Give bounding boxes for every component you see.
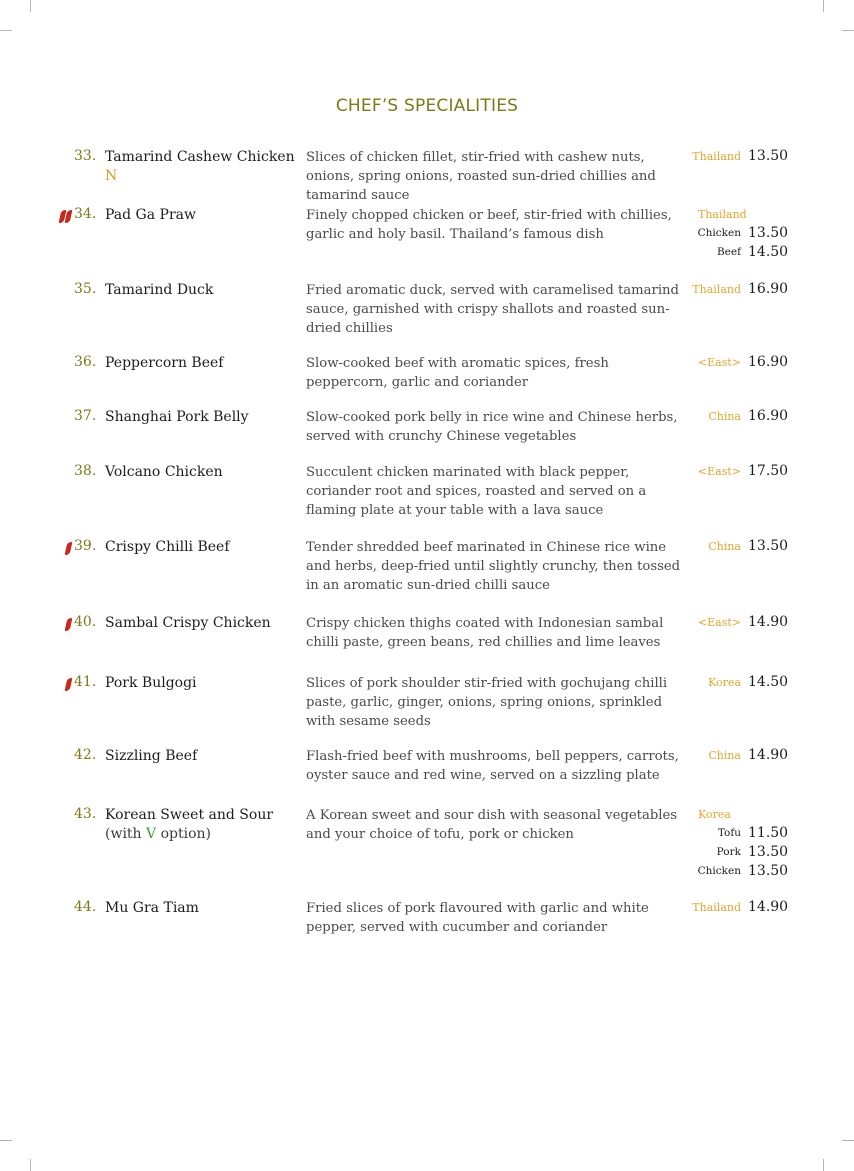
item-name	[105, 148, 300, 186]
item-name	[105, 674, 300, 693]
option-price: 13.50	[748, 863, 789, 879]
item-origin: Korea	[698, 808, 731, 821]
item-name	[105, 408, 300, 427]
item-number: 36.	[74, 354, 97, 370]
item-name	[105, 463, 300, 482]
option-price: 11.50	[748, 825, 789, 841]
option-label: Pork	[716, 846, 741, 858]
item-origin: China	[708, 540, 741, 553]
item-price: 17.50	[748, 463, 789, 479]
item-description: Finely chopped chicken or beef, stir-fried with chillies, garlic and holy basil. Thailand’s famous dish	[306, 208, 672, 242]
item-name-text: Crispy Chilli Beef	[105, 539, 230, 555]
chili-icon	[65, 618, 73, 631]
option-label: Chicken	[697, 227, 741, 239]
chili-rating	[66, 616, 72, 632]
item-description: Slices of chicken fillet, stir-fried with cashew nuts, onions, spring onions, roasted sun-dried chillies and tamarind sauce	[306, 150, 656, 203]
subtitle-before: (with	[105, 826, 147, 842]
vegetarian-marker: V	[146, 826, 157, 842]
item-description: Succulent chicken marinated with black pepper, coriander root and spices, roasted and served on a flaming plate at your table with a lava sauce	[306, 465, 647, 518]
item-description: Slow-cooked beef with aromatic spices, fresh peppercorn, garlic and coriander	[306, 356, 609, 390]
item-description: Tender shredded beef marinated in Chinese rice wine and herbs, deep-fried until slightly crunchy, then tossed in an aromatic sun-dried chilli sauce	[306, 540, 681, 593]
item-price: 14.90	[748, 747, 789, 763]
option-label: Beef	[716, 246, 741, 258]
item-name	[105, 206, 300, 225]
item-name-text: Peppercorn Beef	[105, 355, 224, 371]
option-label: Chicken	[697, 865, 741, 877]
item-number: 33.	[74, 148, 97, 164]
item-description: Crispy chicken thighs coated with Indonesian sambal chilli paste, green beans, red chillies and lime leaves	[306, 616, 664, 650]
item-price: 13.50	[748, 538, 789, 554]
item-description: Fried aromatic duck, served with caramelised tamarind sauce, garnished with crispy shallots and roasted sun-dried chillies	[306, 283, 679, 336]
item-price: 14.90	[748, 899, 789, 915]
item-description: Slices of pork shoulder stir-fried with gochujang chilli paste, garlic, ginger, onions, spring onions, sprinkled with sesame seeds	[306, 676, 668, 729]
item-name-text: Tamarind Duck	[105, 282, 214, 298]
option-price: 14.50	[748, 244, 789, 260]
crop-mark	[30, 0, 31, 12]
crop-mark	[0, 1140, 12, 1141]
item-name-text: Pad Ga Praw	[105, 207, 196, 223]
page-title: CHEF’S SPECIALITIES	[335, 96, 519, 116]
item-price: 16.90	[748, 354, 789, 370]
item-description: Fried slices of pork flavoured with garlic and white pepper, served with cucumber and coriander	[306, 901, 649, 935]
item-number: 41.	[74, 674, 97, 690]
item-number: 39.	[74, 538, 97, 554]
item-origin: China	[708, 410, 741, 423]
item-number: 44.	[74, 899, 97, 915]
item-name-text: Shanghai Pork Belly	[105, 409, 249, 425]
subtitle-after: option)	[156, 826, 211, 842]
item-name-text: Mu Gra Tiam	[105, 900, 199, 916]
crop-mark	[30, 1159, 31, 1171]
item-description: Flash-fried beef with mushrooms, bell peppers, carrots, oyster sauce and red wine, served on a sizzling plate	[306, 749, 679, 783]
item-origin: Thailand	[698, 208, 747, 221]
item-name	[105, 538, 300, 557]
item-origin: Thailand	[692, 150, 741, 163]
item-name-text: Sambal Crispy Chicken	[105, 615, 271, 631]
chili-icon	[65, 678, 73, 691]
item-name-text: Sizzling Beef	[105, 748, 198, 764]
item-origin: <East>	[697, 356, 741, 369]
option-price: 13.50	[748, 225, 789, 241]
item-price: 16.90	[748, 408, 789, 424]
item-origin: Thailand	[692, 283, 741, 296]
item-origin: <East>	[697, 616, 741, 629]
item-price: 13.50	[748, 148, 789, 164]
nut-marker: N	[105, 168, 118, 184]
item-description: Slow-cooked pork belly in rice wine and Chinese herbs, served with crunchy Chinese vegetables	[306, 410, 678, 444]
option-label: Tofu	[717, 827, 741, 839]
item-name	[105, 354, 300, 373]
item-name-text: Volcano Chicken	[105, 464, 223, 480]
item-name-text: Korean Sweet and Sour	[105, 807, 274, 823]
item-name	[105, 614, 300, 633]
chili-rating	[66, 676, 72, 692]
item-number: 35.	[74, 281, 97, 297]
crop-mark	[823, 1159, 824, 1171]
item-origin: China	[708, 749, 741, 762]
chili-rating	[66, 540, 72, 556]
item-name	[105, 281, 300, 300]
item-name	[105, 747, 300, 766]
chili-rating	[60, 208, 72, 224]
item-number: 37.	[74, 408, 97, 424]
crop-mark	[842, 30, 854, 31]
item-number: 40.	[74, 614, 97, 630]
item-number: 38.	[74, 463, 97, 479]
item-origin: <East>	[697, 465, 741, 478]
chili-icon	[65, 542, 73, 555]
item-name-text: Pork Bulgogi	[105, 675, 197, 691]
item-number: 43.	[74, 806, 97, 822]
item-number: 34.	[74, 206, 97, 222]
option-price: 13.50	[748, 844, 789, 860]
item-description: A Korean sweet and sour dish with seasonal vegetables and your choice of tofu, pork or chicken	[306, 808, 678, 842]
item-name	[105, 806, 300, 844]
item-price: 14.90	[748, 614, 789, 630]
crop-mark	[0, 30, 12, 31]
item-name-text: Tamarind Cashew Chicken	[105, 149, 295, 165]
crop-mark	[842, 1140, 854, 1141]
item-price: 16.90	[748, 281, 789, 297]
item-number: 42.	[74, 747, 97, 763]
item-price: 14.50	[748, 674, 789, 690]
item-origin: Thailand	[692, 901, 741, 914]
item-name	[105, 899, 300, 918]
item-origin: Korea	[708, 676, 741, 689]
crop-mark	[823, 0, 824, 12]
item-subtitle	[105, 825, 300, 844]
